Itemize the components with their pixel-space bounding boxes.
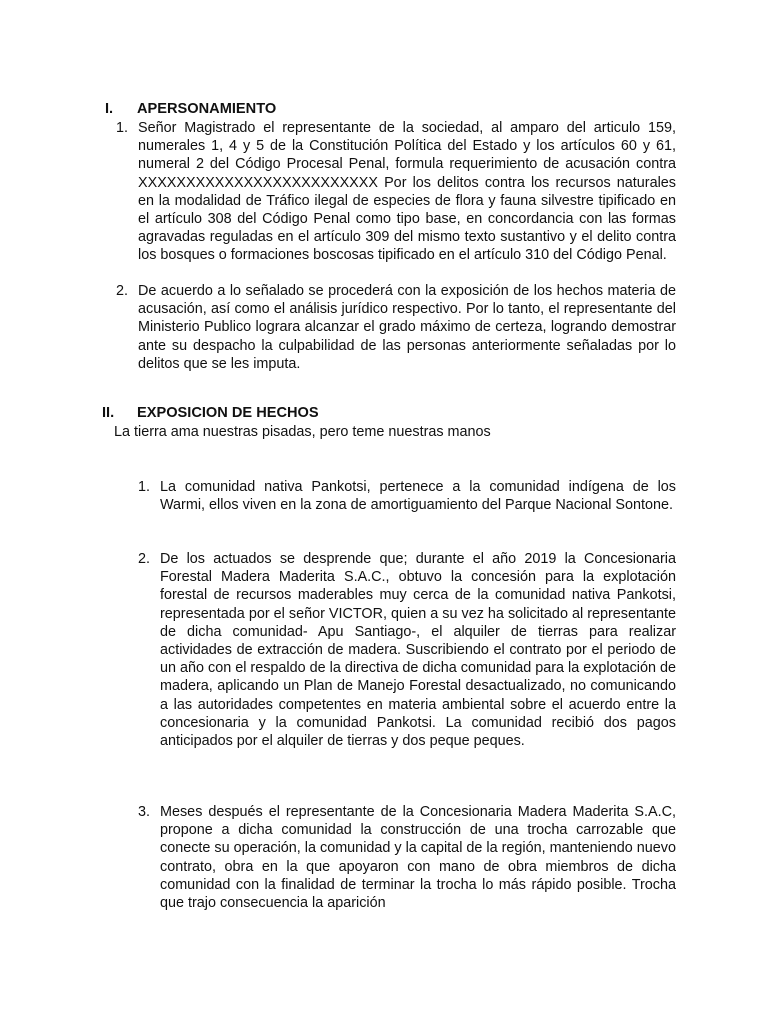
paragraph-text: La comunidad nativa Pankotsi, pertenece a la comunidad indígena de los Warmi, ellos viven en la zona de amortiguamiento del Parque Nacional Sontone. [160, 479, 676, 514]
list-item [138, 803, 677, 912]
paragraph-text: De los actuados se desprende que; durante el año 2019 la Concesionaria Forestal Madera Maderita S.A.C., obtuvo la concesión para la explotación forestal de recursos maderables muy cerca de la comunidad nativa Pankotsi, representada por el señor VICTOR, quien a su vez ha solicitado al representante de dicha comunidad- Apu Santiago-, el alquiler de tierras para realizar actividades de extracción de madera. Suscribiendo el contrato por el periodo de un año con el respaldo de la directiva de dicha comunidad para la explotación de madera, aplicando un Plan de Manejo Forestal desactualizado, no comunicando a las autoridades competentes en materia ambiental sobre el acuerdo entre la concesionaria y la comunidad Pankotsi. La comunidad recibió dos pagos anticipados por el alquiler de tierras y dos peque peques. [160, 551, 677, 750]
list-marker: 2. [116, 283, 129, 299]
list-marker: 3. [138, 804, 151, 820]
section-title: EXPOSICION DE HECHOS [137, 405, 319, 421]
list-item [138, 550, 677, 750]
section-number: I. [105, 101, 114, 117]
section-number: II. [102, 405, 115, 421]
paragraph-text: Señor Magistrado el representante de la sociedad, al amparo del articulo 159, numerales 1, 4 y 5 de la Constitución Política del Estado y los artículos 60 y 61, numeral 2 del Código Procesal Penal, formula requerimiento de acusación contra XXXXXXXXXXXXXXXXXXXXXXXXX Por los delitos contra los recursos naturales en la modalidad de Tráfico ilegal de especies de flora y fauna silvestre tipificado en el artículo 308 del Código Penal como tipo base, en concordancia con las formas agravadas reguladas en el artículo 309 del mismo texto sustantivo y el delito contra los bosques o formaciones boscosas tipificado en el artículo 310 del Código Penal. [138, 120, 676, 264]
section-title: APERSONAMIENTO [137, 101, 277, 117]
paragraph-text: Meses después el representante de la Concesionaria Madera Maderita S.A.C, propone a dicha comunidad la construcción de una trocha carrozable que conecte su operación, la comunidad y la capital de la región, manteniendo nuevo contrato, obra en la que apoyaron con mano de obra miembros de dicha comunidad con la finalidad de terminar la trocha lo más rápido posible. Trocha que trajo consecuencia la aparición [160, 804, 677, 912]
paragraph-text: De acuerdo a lo señalado se procederá con la exposición de los hechos materia de acusación, así como el análisis jurídico respectivo. Por lo tanto, el representante del Ministerio Publico lograra alcanzar el grado máximo de certeza, logrando demostrar ante su despacho la culpabilidad de las personas anteriormente señaladas por lo delitos que se les imputa. [138, 283, 676, 372]
list-item [116, 282, 676, 373]
list-marker: 1. [138, 479, 151, 495]
list-marker: 2. [138, 551, 151, 567]
list-marker: 1. [116, 120, 129, 136]
list-item [138, 478, 676, 514]
list-item [116, 119, 676, 265]
epigraph: La tierra ama nuestras pisadas, pero teme nuestras manos [114, 424, 491, 440]
